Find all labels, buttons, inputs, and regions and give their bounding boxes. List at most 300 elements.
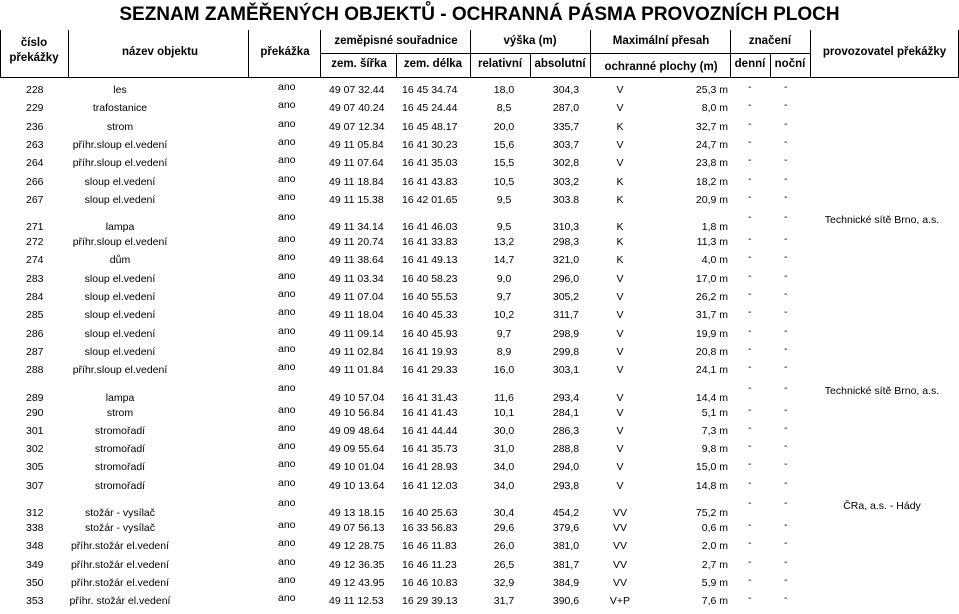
absolute-height: 384,9 [552, 576, 580, 589]
latitude: 49 12 43.95 [329, 576, 385, 589]
row-number: 312 [26, 507, 44, 519]
obstacle-flag: ano [278, 519, 296, 531]
absolute-height: 284,1 [552, 406, 580, 419]
obstacle-flag: ano [278, 537, 296, 550]
relative-height: 9,5 [496, 221, 512, 234]
row-number: 272 [26, 236, 44, 249]
relative-height: 20,0 [493, 120, 515, 133]
day-marking: - [748, 99, 752, 112]
protection-surface: V [616, 102, 624, 115]
day-marking: - [748, 117, 752, 130]
day-marking: - [748, 288, 752, 300]
obstacle-flag: ano [278, 190, 296, 203]
relative-height: 9,7 [496, 327, 512, 340]
night-marking: - [784, 592, 788, 605]
night-marking: - [784, 306, 788, 319]
absolute-height: 286,3 [552, 424, 580, 437]
header-bottom-rule [0, 77, 959, 78]
relative-height: 34,0 [493, 479, 515, 492]
overhang: 24,7 m [695, 138, 728, 151]
latitude: 49 11 34.14 [329, 221, 384, 234]
obstacle-flag: ano [278, 251, 296, 264]
object-name: sloup el.vedení [84, 309, 156, 322]
header-ochranne: ochranné plochy (m) [604, 61, 718, 73]
overhang: 7,6 m [701, 595, 728, 608]
day-marking: - [748, 497, 752, 509]
object-name: příhr.stožár el.vedení [70, 576, 170, 589]
latitude: 49 07 56.13 [329, 522, 385, 534]
row-number: 229 [26, 102, 44, 115]
overhang: 32,7 m [695, 120, 728, 133]
latitude: 49 12 36.35 [329, 558, 385, 571]
obstacle-flag: ano [278, 211, 296, 224]
night-marking: - [784, 555, 788, 568]
table-row [0, 136, 959, 154]
protection-surface: V [616, 364, 624, 377]
absolute-height: 303,1 [552, 364, 580, 377]
relative-height: 30,4 [493, 507, 515, 519]
object-name: stožár - vysílač [84, 507, 155, 519]
day-marking: - [748, 211, 752, 224]
header-prekazka: překážka [260, 46, 310, 58]
protection-surface: V [616, 84, 624, 96]
day-marking: - [748, 519, 752, 531]
night-marking: - [784, 403, 788, 416]
protection-surface: V+P [609, 595, 631, 608]
object-name: příhr. stožár el.vedení [69, 595, 171, 608]
relative-height: 15,6 [493, 138, 515, 151]
longitude: 16 46 10.83 [402, 576, 458, 589]
absolute-height: 293,8 [552, 479, 580, 492]
longitude: 16 41 12.03 [402, 479, 458, 492]
latitude: 49 07 40.24 [329, 102, 385, 115]
object-name: lampa [105, 391, 135, 404]
absolute-height: 454,2 [552, 507, 580, 519]
night-marking: - [784, 233, 788, 246]
obstacle-flag: ano [278, 288, 296, 300]
longitude: 16 41 35.73 [402, 443, 458, 456]
night-marking: - [784, 381, 788, 394]
obstacle-flag: ano [278, 476, 296, 489]
absolute-height: 287,0 [552, 102, 580, 115]
absolute-height: 303,7 [552, 138, 580, 151]
absolute-height: 379,6 [552, 522, 580, 534]
object-name: strom [106, 120, 134, 133]
absolute-height: 294,0 [552, 461, 580, 474]
obstacle-flag: ano [278, 154, 296, 167]
latitude: 49 10 56.84 [329, 406, 385, 419]
row-number: 289 [26, 391, 44, 404]
overhang: 23,8 m [695, 157, 728, 170]
day-marking: - [748, 251, 752, 264]
protection-surface: K [616, 175, 624, 188]
relative-height: 13,2 [493, 236, 515, 249]
relative-height: 15,5 [493, 157, 515, 170]
object-name: stromořadí [94, 443, 146, 456]
overhang: 26,2 m [695, 291, 728, 303]
row-number: 288 [26, 364, 44, 377]
overhang: 31,7 m [695, 309, 728, 322]
longitude: 16 45 24.44 [402, 102, 458, 115]
object-name: sloup el.vedení [84, 291, 156, 303]
overhang: 20,8 m [695, 345, 728, 358]
row-number: 266 [26, 175, 44, 188]
object-name: příhr.sloup el.vedení [72, 157, 168, 170]
longitude: 16 29 39.13 [402, 595, 458, 608]
row-number: 267 [26, 193, 44, 206]
night-marking: - [784, 421, 788, 434]
row-number: 286 [26, 327, 44, 340]
night-marking: - [784, 190, 788, 203]
protection-surface: VV [612, 522, 627, 534]
table-row [0, 440, 959, 458]
header-souradnice: zeměpisné souřadnice [334, 35, 458, 47]
protection-surface: K [616, 120, 624, 133]
header-provozovatel: provozovatel překážky [822, 46, 947, 58]
night-marking: - [784, 154, 788, 167]
obstacle-flag: ano [278, 269, 296, 282]
day-marking: - [748, 421, 752, 434]
latitude: 49 11 18.84 [329, 175, 384, 188]
night-marking: - [784, 117, 788, 130]
object-name: příhr.stožár el.vedení [70, 540, 170, 553]
longitude: 16 41 19.93 [402, 345, 458, 358]
protection-surface: V [616, 391, 624, 404]
object-name: stožár - vysílač [84, 522, 155, 534]
protection-surface: VV [612, 507, 627, 519]
object-name: les [113, 84, 127, 96]
header-presah: Maximální přesah [612, 35, 710, 47]
absolute-height: 288,8 [552, 443, 580, 456]
header-delka: zem. délka [403, 58, 463, 70]
relative-height: 9,5 [496, 193, 512, 206]
header-divider [396, 54, 397, 78]
obstacle-flag: ano [278, 306, 296, 319]
header-divider [470, 30, 471, 78]
header-divider [590, 30, 591, 78]
night-marking: - [784, 251, 788, 264]
longitude: 16 41 43.83 [402, 175, 458, 188]
obstacle-flag: ano [278, 403, 296, 416]
absolute-height: 310,3 [552, 221, 580, 234]
night-marking: - [784, 135, 788, 148]
relative-height: 9,0 [496, 272, 512, 285]
absolute-height: 298,9 [552, 327, 580, 340]
obstacle-flag: ano [278, 135, 296, 148]
longitude: 16 41 46.03 [402, 221, 458, 234]
night-marking: - [784, 361, 788, 374]
table-row [0, 270, 959, 288]
relative-height: 10,1 [493, 406, 515, 419]
header-cislo-2: překážky [9, 52, 59, 64]
day-marking: - [748, 190, 752, 203]
overhang: 75,2 m [695, 507, 728, 519]
absolute-height: 321,0 [552, 254, 580, 267]
night-marking: - [784, 269, 788, 282]
day-marking: - [748, 361, 752, 374]
longitude: 16 40 58.23 [402, 272, 458, 285]
row-number: 290 [26, 406, 44, 419]
table-row [0, 519, 959, 537]
protection-surface: K [616, 254, 624, 267]
row-number: 271 [26, 221, 44, 234]
overhang: 14,8 m [695, 479, 728, 492]
latitude: 49 07 12.34 [329, 120, 385, 133]
latitude: 49 09 55.64 [329, 443, 385, 456]
relative-height: 10,5 [493, 175, 515, 188]
night-marking: - [784, 99, 788, 112]
latitude: 49 11 12.53 [329, 595, 384, 608]
row-number: 302 [26, 443, 44, 456]
night-marking: - [784, 537, 788, 550]
row-number: 287 [26, 345, 44, 358]
longitude: 16 41 29.33 [402, 364, 458, 377]
table-row [0, 233, 959, 251]
row-number: 284 [26, 291, 44, 303]
header-divider [320, 30, 321, 78]
latitude: 49 11 07.04 [329, 291, 384, 303]
object-name: stromořadí [94, 461, 146, 474]
protection-surface: V [616, 157, 624, 170]
absolute-height: 303,2 [552, 175, 580, 188]
protection-surface: V [616, 345, 624, 358]
protection-surface: V [616, 291, 624, 303]
protection-surface: VV [612, 576, 627, 589]
object-name: příhr.sloup el.vedení [72, 364, 168, 377]
day-marking: - [748, 403, 752, 416]
table-row [0, 191, 959, 209]
row-number: 338 [26, 522, 44, 534]
header-divider [0, 30, 1, 78]
latitude: 49 11 15.38 [329, 193, 384, 206]
overhang: 25,3 m [695, 84, 728, 96]
table-row [0, 361, 959, 379]
longitude: 16 41 44.44 [402, 424, 458, 437]
absolute-height: 390,6 [552, 595, 580, 608]
table-row [0, 477, 959, 495]
day-marking: - [748, 573, 752, 586]
day-marking: - [748, 440, 752, 453]
night-marking: - [784, 573, 788, 586]
row-number: 353 [26, 595, 44, 608]
row-number: 305 [26, 461, 44, 474]
obstacle-flag: ano [278, 99, 296, 112]
table-row [0, 154, 959, 172]
header-divider [810, 30, 811, 78]
relative-height: 11,6 [494, 391, 514, 404]
row-number: 307 [26, 479, 44, 492]
night-marking: - [784, 288, 788, 300]
header-sub-rule [320, 53, 810, 54]
obstacle-flag: ano [278, 233, 296, 246]
night-marking: - [784, 497, 788, 509]
absolute-height: 296,0 [552, 272, 580, 285]
header-divider [530, 54, 531, 78]
latitude: 49 11 20.74 [329, 236, 384, 249]
header-relativni: relativní [477, 58, 523, 70]
relative-height: 18,0 [493, 84, 515, 96]
overhang: 24,1 m [695, 364, 728, 377]
longitude: 16 41 30.23 [402, 138, 458, 151]
protection-surface: V [616, 406, 624, 419]
table-row [0, 574, 959, 592]
overhang: 7,3 m [701, 424, 728, 437]
absolute-height: 299,8 [552, 345, 580, 358]
relative-height: 14,7 [493, 254, 515, 267]
longitude: 16 33 56.83 [402, 522, 458, 534]
table-row [0, 173, 959, 191]
row-number: 236 [26, 120, 44, 133]
table-row [0, 556, 959, 574]
latitude: 49 11 07.64 [329, 157, 384, 170]
longitude: 16 46 11.83 [402, 540, 457, 553]
table-row [0, 288, 959, 306]
object-name: lampa [105, 221, 135, 234]
object-name: stromořadí [94, 424, 146, 437]
object-name: sloup el.vedení [84, 327, 156, 340]
object-name: sloup el.vedení [84, 272, 156, 285]
row-number: 263 [26, 138, 44, 151]
header-nocni: noční [774, 58, 806, 70]
obstacle-flag: ano [278, 381, 296, 394]
protection-surface: V [616, 424, 624, 437]
night-marking: - [784, 342, 788, 355]
relative-height: 32,9 [493, 576, 515, 589]
protection-surface: V [616, 309, 624, 322]
absolute-height: 311,7 [553, 309, 579, 322]
obstacle-flag: ano [278, 592, 296, 605]
header-sirka: zem. šířka [331, 58, 387, 70]
day-marking: - [748, 269, 752, 282]
absolute-height: 303.8 [552, 193, 580, 206]
object-name: stromořadí [94, 479, 146, 492]
overhang: 19,9 m [695, 327, 728, 340]
longitude: 16 41 35.03 [402, 157, 458, 170]
day-marking: - [748, 81, 752, 93]
overhang: 8,0 m [701, 102, 728, 115]
obstacle-flag: ano [278, 172, 296, 185]
overhang: 4,0 m [701, 254, 728, 267]
row-number: 274 [26, 254, 44, 267]
object-name: příhr.stožár el.vedení [70, 558, 170, 571]
protection-surface: V [616, 138, 624, 151]
protection-surface: K [616, 221, 624, 234]
latitude: 49 10 13.64 [329, 479, 385, 492]
header-divider [68, 30, 69, 78]
relative-height: 31,0 [493, 443, 515, 456]
longitude: 16 40 45.93 [402, 327, 458, 340]
day-marking: - [748, 233, 752, 246]
relative-height: 26,0 [493, 540, 515, 553]
night-marking: - [784, 476, 788, 489]
relative-height: 26,5 [493, 558, 515, 571]
latitude: 49 11 38.64 [329, 254, 384, 267]
longitude: 16 45 48.17 [402, 120, 458, 133]
header-divider [730, 30, 731, 78]
header-divider [248, 30, 249, 78]
longitude: 16 41 41.43 [402, 406, 458, 419]
table-row [0, 343, 959, 361]
latitude: 49 09 48.64 [329, 424, 385, 437]
table-row [0, 209, 959, 233]
latitude: 49 07 32.44 [329, 84, 385, 96]
overhang: 14,4 m [695, 391, 728, 404]
row-number: 349 [26, 558, 44, 571]
table-row [0, 404, 959, 422]
night-marking: - [784, 519, 788, 531]
table-row [0, 325, 959, 343]
table-row [0, 537, 959, 555]
object-name: dům [109, 254, 131, 267]
operator-name: ČRa, a.s. - Hády [843, 500, 921, 512]
header-denni: denní [734, 58, 766, 70]
row-number: 348 [26, 540, 44, 553]
table-row [0, 422, 959, 440]
latitude: 49 11 09.14 [329, 327, 384, 340]
header-cislo: číslo [20, 37, 48, 49]
latitude: 49 13 18.15 [329, 507, 385, 519]
obstacle-flag: ano [278, 573, 296, 586]
absolute-height: 304,3 [552, 84, 580, 96]
day-marking: - [748, 135, 752, 148]
relative-height: 30,0 [493, 424, 515, 437]
protection-surface: V [616, 461, 624, 474]
longitude: 16 40 45.33 [402, 309, 458, 322]
absolute-height: 298,3 [552, 236, 580, 249]
relative-height: 8,9 [496, 345, 512, 358]
absolute-height: 335,7 [552, 120, 580, 133]
overhang: 1,8 m [701, 221, 728, 234]
header-nazev: název objektu [121, 46, 199, 58]
overhang: 2,0 m [701, 540, 728, 553]
latitude: 49 10 57.04 [329, 391, 385, 404]
longitude: 16 42 01.65 [402, 193, 458, 206]
protection-surface: K [616, 193, 624, 206]
day-marking: - [748, 592, 752, 605]
header-absolutni: absolutní [534, 58, 586, 70]
night-marking: - [784, 440, 788, 453]
protection-surface: V [616, 272, 624, 285]
longitude: 16 46 11.23 [402, 558, 457, 571]
obstacle-flag: ano [278, 361, 296, 374]
overhang: 2,7 m [701, 558, 728, 571]
latitude: 49 11 18.04 [329, 309, 384, 322]
day-marking: - [748, 306, 752, 319]
latitude: 49 12 28.75 [329, 540, 385, 553]
relative-height: 8,5 [496, 102, 512, 115]
latitude: 49 11 03.34 [329, 272, 384, 285]
table-row [0, 306, 959, 324]
day-marking: - [748, 172, 752, 185]
obstacle-flag: ano [278, 497, 296, 509]
table-row [0, 251, 959, 269]
overhang: 0,6 m [701, 522, 728, 534]
table-row [0, 495, 959, 519]
obstacle-flag: ano [278, 81, 296, 93]
longitude: 16 41 33.83 [402, 236, 458, 249]
table-row [0, 99, 959, 117]
obstacle-flag: ano [278, 440, 296, 453]
row-number: 350 [26, 576, 44, 589]
longitude: 16 41 28.93 [402, 461, 458, 474]
header-divider [770, 54, 771, 78]
day-marking: - [748, 458, 752, 471]
obstacle-flag: ano [278, 555, 296, 568]
table-row [0, 592, 959, 610]
row-number: 285 [26, 309, 44, 322]
protection-surface: V [616, 443, 624, 456]
night-marking: - [784, 324, 788, 337]
